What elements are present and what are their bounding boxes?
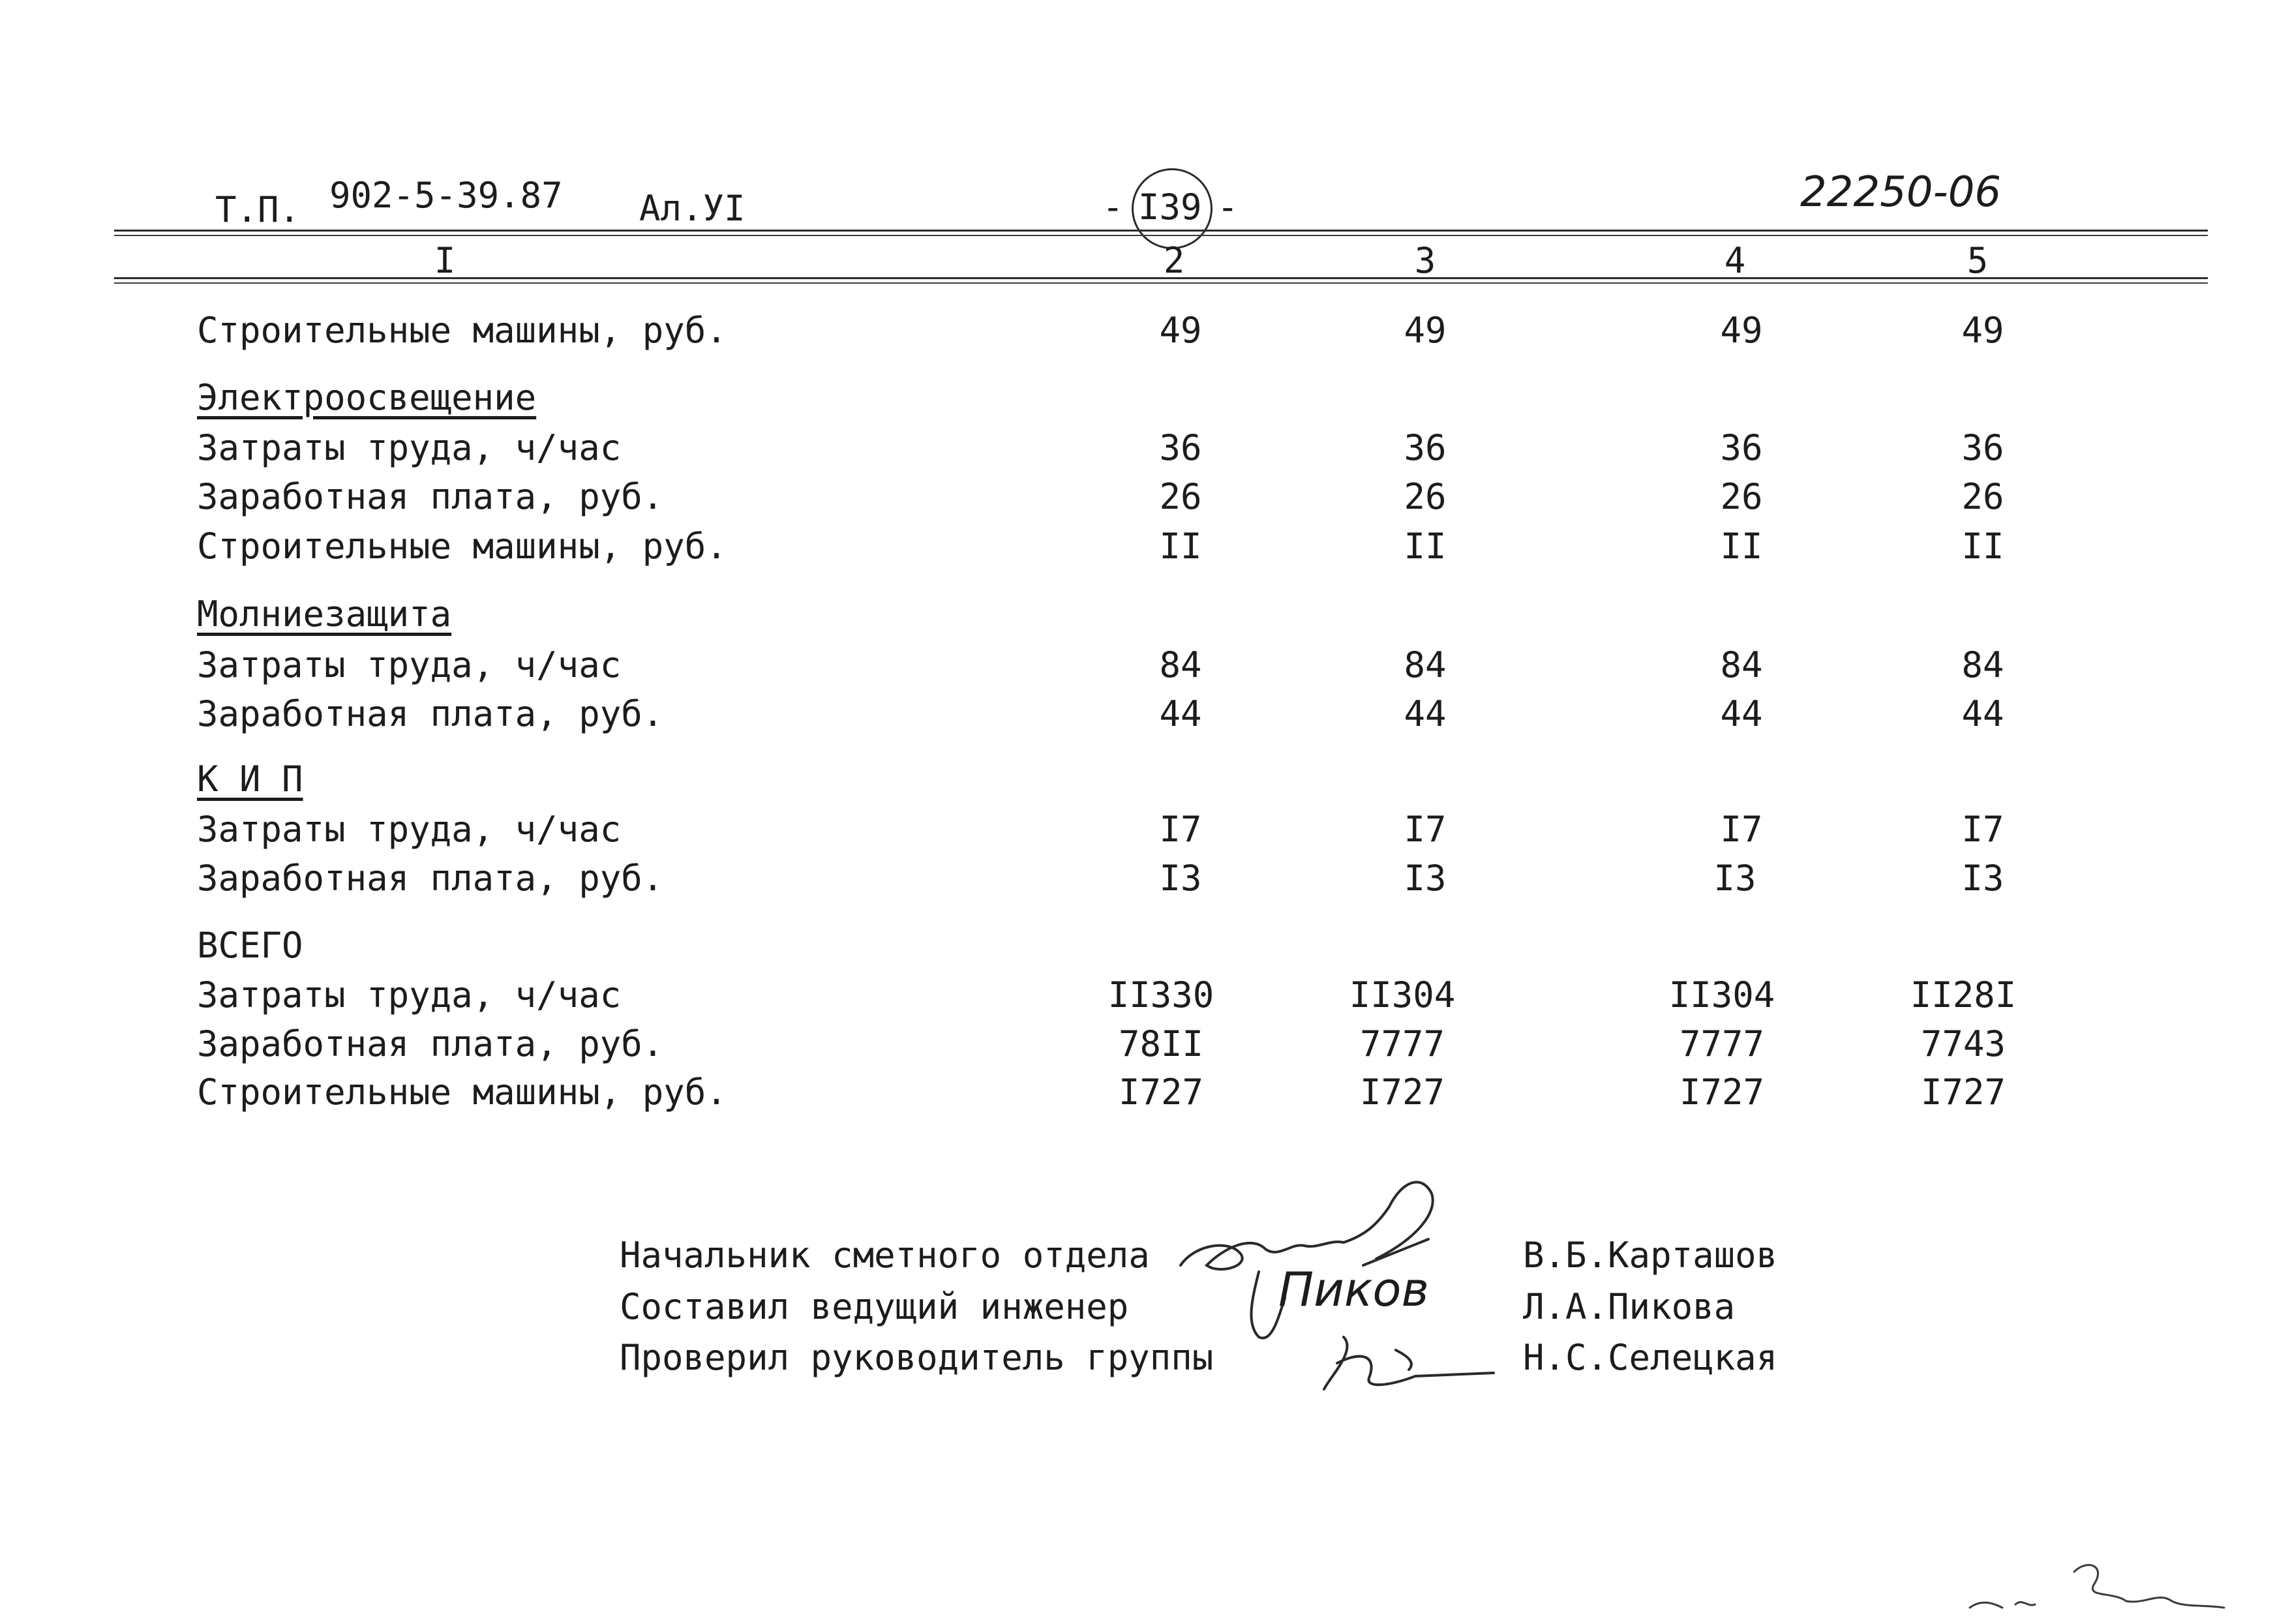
table-header-rule-inner	[114, 282, 2208, 284]
row-label: Заработная плата, руб.	[197, 693, 664, 734]
cell-col-4: 7777	[1679, 1023, 1765, 1064]
row-label: Строительные машины, руб.	[197, 310, 727, 351]
cell-col-2: I727	[1118, 1072, 1204, 1113]
cell-col-5: I3	[1961, 858, 2004, 899]
cell-col-4: 84	[1720, 644, 1763, 685]
cell-col-4: 44	[1720, 693, 1763, 734]
cell-col-2: II	[1159, 526, 1202, 567]
row-label: Строительные машины, руб.	[197, 1072, 727, 1113]
page-number: I39	[1138, 187, 1202, 228]
cell-col-2: 36	[1159, 427, 1202, 468]
signature-role: Проверил руководитель группы	[620, 1337, 1214, 1378]
cell-col-5: II	[1961, 526, 2004, 567]
section-heading	[0, 594, 2290, 639]
row-label: Затраты труда, ч/час	[197, 644, 622, 685]
column-number-5: 5	[1966, 240, 1989, 281]
cell-col-4: II304	[1668, 974, 1775, 1015]
corner-handwriting-scribble	[1963, 1546, 2237, 1624]
cell-col-5: 7743	[1920, 1023, 2006, 1064]
cell-col-5: I727	[1920, 1072, 2006, 1113]
cell-col-4: I7	[1720, 809, 1763, 850]
column-number-2: 2	[1163, 240, 1185, 281]
project-code: 902-5-39.87	[329, 175, 563, 216]
cell-col-5: I7	[1961, 809, 2004, 850]
signature-name: Л.А.Пикова	[1523, 1286, 1736, 1327]
section-heading	[0, 925, 2290, 970]
column-number-4: 4	[1724, 240, 1746, 281]
section-total: ВСЕГО	[197, 925, 303, 966]
cell-col-5: 26	[1961, 476, 2004, 517]
table-row	[0, 974, 2290, 1020]
cell-col-2: 84	[1159, 644, 1202, 685]
table-row	[0, 1072, 2290, 1117]
signature-name: Н.С.Селецкая	[1523, 1337, 1778, 1378]
page-number-dash-right: -	[1217, 187, 1239, 228]
row-label: Заработная плата, руб.	[197, 858, 664, 899]
cell-col-3: I727	[1359, 1072, 1445, 1113]
document-code: 22250-06	[1800, 168, 2002, 217]
cell-col-3: 84	[1404, 644, 1447, 685]
table-row	[0, 693, 2290, 739]
cell-col-3: I3	[1404, 858, 1447, 899]
cell-col-5: 84	[1961, 644, 2004, 685]
cell-col-4: 26	[1720, 476, 1763, 517]
cell-col-2: I7	[1159, 809, 1202, 850]
row-label: Строительные машины, руб.	[197, 526, 727, 567]
tp-label: Т.П.	[215, 189, 301, 230]
signature-name: В.Б.Карташов	[1523, 1235, 1778, 1276]
cell-col-4: 49	[1720, 310, 1763, 351]
row-label: Затраты труда, ч/час	[197, 427, 622, 468]
cell-col-3: 7777	[1359, 1023, 1445, 1064]
cell-col-3: 26	[1404, 476, 1447, 517]
row-label: Заработная плата, руб.	[197, 1023, 664, 1064]
signature-pikova-text: Пиков	[1278, 1262, 1429, 1317]
section-heading	[0, 377, 2290, 423]
cell-col-3: 36	[1404, 427, 1447, 468]
cell-col-5: 49	[1961, 310, 2004, 351]
cell-col-2: I3	[1159, 858, 1202, 899]
section-lightning-protection: Молниезащита	[197, 594, 452, 635]
table-row	[0, 1023, 2290, 1069]
cell-col-3: 49	[1404, 310, 1447, 351]
row-label: Заработная плата, руб.	[197, 476, 664, 517]
cell-col-5: 44	[1961, 693, 2004, 734]
section-heading	[0, 759, 2290, 804]
cell-col-3: 44	[1404, 693, 1447, 734]
cell-col-5: 36	[1961, 427, 2004, 468]
cell-col-2: 78II	[1118, 1023, 1204, 1064]
page-number-dash-left: -	[1102, 187, 1124, 228]
album-label: Ал.УI	[639, 188, 746, 229]
cell-col-2: 49	[1159, 310, 1202, 351]
table-row	[0, 644, 2290, 690]
table-row	[0, 526, 2290, 571]
table-row	[0, 476, 2290, 522]
table-row	[0, 310, 2290, 355]
table-row	[0, 427, 2290, 473]
cell-col-2: II330	[1107, 974, 1214, 1015]
cell-col-4: I3	[1713, 858, 1756, 899]
table-row	[0, 809, 2290, 854]
table-top-rule	[114, 230, 2208, 232]
cell-col-5: II28I	[1910, 974, 2017, 1015]
cell-col-2: 44	[1159, 693, 1202, 734]
signature-seletskaya-scribble	[1318, 1324, 1513, 1402]
cell-col-3: II304	[1349, 974, 1456, 1015]
column-number-3: 3	[1414, 240, 1436, 281]
cell-col-4: I727	[1679, 1072, 1765, 1113]
signature-role: Составил ведущий инженер	[620, 1286, 1129, 1327]
signature-role: Начальник сметного отдела	[620, 1235, 1150, 1276]
cell-col-2: 26	[1159, 476, 1202, 517]
row-label: Затраты труда, ч/час	[197, 809, 622, 850]
section-kip: К И П	[197, 759, 303, 800]
table-top-rule-inner	[114, 235, 2208, 236]
cell-col-4: II	[1720, 526, 1763, 567]
table-row	[0, 858, 2290, 903]
column-number-1: I	[434, 240, 456, 281]
cell-col-3: I7	[1404, 809, 1447, 850]
cell-col-4: 36	[1720, 427, 1763, 468]
section-electric-lighting: Электроосвещение	[197, 377, 537, 418]
row-label: Затраты труда, ч/час	[197, 974, 622, 1015]
cell-col-3: II	[1404, 526, 1447, 567]
